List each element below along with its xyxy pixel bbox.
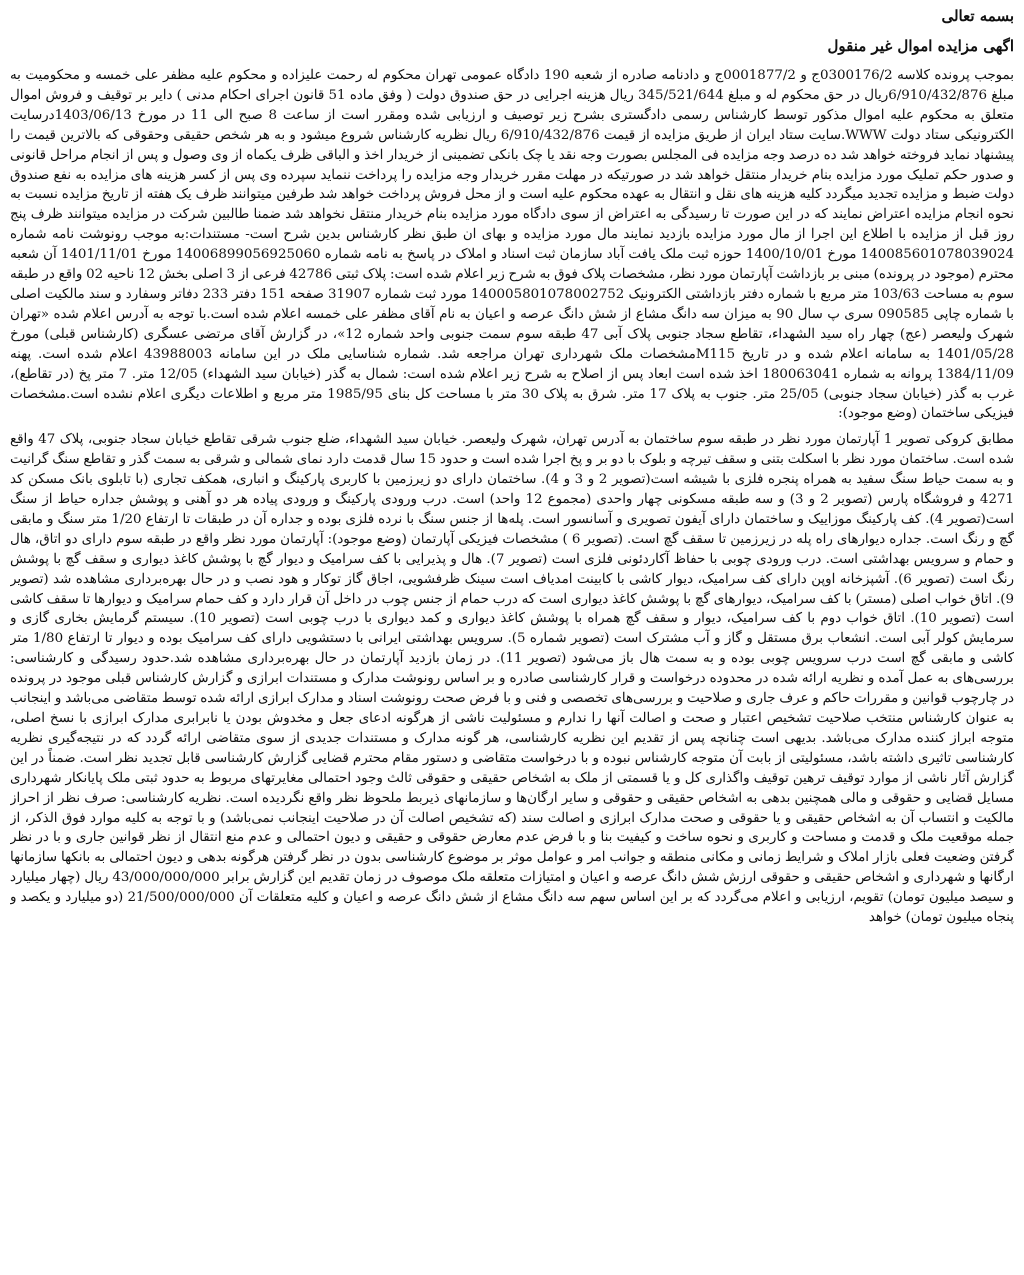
notice-title: اگهی مزایده اموال غیر منقول bbox=[827, 37, 1014, 55]
notice-paragraph-2: مطابق کروکی تصویر 1 آپارتمان مورد نظر در طبقه سوم ساختمان به آدرس تهران، شهرک ولیعصر. خیابان سید الشهداء، ضلع جنوب شرقی تقاطع خیابان سجاد جنوبی، پلاک 47 واقع شده است. ساختمان مورد نظر با اسکلت بتنی و سقف تیرچه و بلوک با دو بر و پخ اجرا شده است و حدود 15 سال قدمت دارد نمای شمالی و شرقی به سمت گذر و تقاطع سنگ گرانیت و به سمت حیاط سنگ سفید به همراه پنجره فلزی با شیشه است(تصویر 2 و 3 و 4). ساختمان دارای دو زیرزمین با کاربری پارکینگ و انباری، همکف تجاری (با تابلوی بانک مسکن کد 4271 و فروشگاه پارس (تصویر 2 و 3) و سه طبقه مسکونی چهار واحدی (مجموع 12 واحد) است. درب ورودی پارکینگ و ورودی پیاده هر دو آهنی و پوشش جداره حیاط از سنگ است(تصویر 4). کف پارکینگ موزاییک و ساختمان دارای آیفون تصویری و آسانسور است. پله‌ها از جنس سنگ با نرده فلزی بوده و جداره آن در طبقات تا ارتفاع 1/20 متر سنگ و مابقی گچ و رنگ است. جداره دیوارهای راه پله در زیرزمین تا سقف گچ است. (تصویر 6 ) مشخصات فیزیکی آپارتمان (وضع موجود): آپارتمان مورد نظر واقع در طبقه سوم دارای دو اتاق، هال و حمام و سرویس بهداشتی است. درب ورودی چوبی با حفاظ آکاردئونی فلزی است (تصویر 7). هال و پذیرایی با کف سرامیک و دیوار گچ با پوشش کاغذ دیواری و سقف گچ با پوشش رنگ است (تصویر 6). آشپزخانه اوپن دارای کف سرامیک، دیوار کاشی با کابینت امدیاف است سینک ظرفشویی، اجاق گاز توکار و هود نصب و در حال بهره‌برداری مشاهده شد (تصویر 9). اتاق خواب اصلی (مستر) با کف سرامیک، دیوارهای گچ با پوشش کاغذ دیواری است که درب حمام از جنس چوب در داخل آن قرار دارد و کف حمام سرامیک و دیوارها تا سقف کاشی است (تصویر 10). اتاق خواب دوم با کف سرامیک، دیوار و سقف گچ همراه با پوشش کاغذ دیواری و کمد دیواری با درب چوبی است (تصویر 10). سیستم گرمایش بخاری گازی و سرمایش کولر آبی است. انشعاب برق مستقل و گاز و آب مشترک است (تصویر شماره 5). سرویس بهداشتی ایرانی با دستشویی دارای کف سرامیک بوده و دیوار تا ارتفاع 1/80 متر کاشی و مابقی گچ است درب سرویس چوبی بوده و به سمت هال باز می‌شود (تصویر 11). در زمان بازدید آپارتمان در حال بهره‌برداری مشاهده شد.حدود رسیدگی و کارشناسی: بررسی‌های به عمل آمده و نظریه ارائه شده در محدوده درخواست و قرار کارشناسی صادره و بر اساس رونوشت مدارک و مستندات ابرازی و گزارش کارشناس قبلی موجود در پرونده در چارچوب قوانین و مقررات حاکم و عرف جاری و صلاحیت و بررسی‌های تخصصی و فنی و با فرض صحت رونوشت اسناد و مدارک ابرازی ارائه شده توسط متقاضی می‌باشد و اینجانب به عنوان کارشناس منتخب صلاحیت تشخیص اعتبار و صحت و اصالت آنها را ندارم و مسئولیت ناشی از هرگونه ادعای جعل و مخدوش بودن یا نابرابری مدارک ابرازی با نسخ اصلی، متوجه ابراز کننده مدارک می‌باشد. بدیهی است چنانچه پس از تقدیم این نظریه کارشناسی، هر گونه مدارک و مستندات جدیدی از سوی متقاضی ارائه گردد که در نتیجه‌گیری نظریه کارشناسی تاثیری داشته باشد، مسئولیتی از بابت آن متوجه کارشناس نبوده و با درخواست متقاضی و دستور مقام محترم قضایی گزارش کارشناسی قابل تجدید نظر است. ضمناً در این گزارش آثار ناشی از موارد توقیف ترهین توقیف واگذاری کل و یا قسمتی از ملک به اشخاص حقیقی و حقوقی ثالث وجود احتمالی مغایرتهای مربوط به حدود ثبتی ملک پایانکار شهرداری مسایل قضایی و حقوقی و مالی همچنین بدهی به اشخاص حقیقی و حقوقی و سایر ارگان‌ها و سازمانهای ذیربط ملحوظ نظر واقع نگردیده است. نظریه کارشناسی: صرف نظر از احراز مالکیت و انتساب آن به اشخاص حقیقی و یا حقوقی و صحت مدارک ابرازی و اصالت سند (که تشخیص اصالت آن در صلاحیت اینجانب نمی‌باشد) و با توجه به کلیه موارد فوق الذکر، از جمله موقعیت ملک و قدمت و مساحت و کاربری و نحوه ساخت و کیفیت بنا و با فرض عدم معارض حقوقی و حقیقی و دیون احتمالی و عدم منع انتقال از نظر قوانین جاری و با در نظر گرفتن وضعیت فعلی بازار املاک و شرایط زمانی و مکانی منطقه و جوانب امر و عوامل موثر بر موضوع کارشناسی بدون در نظر گرفتن هرگونه بدهی و دیون احتمالی به بانکها سازمانها ارگانها و شهرداری و اشخاص حقیقی و حقوقی ارزش شش دانگ عرصه و اعیان و امتیازات متعلقه ملک موصوف در زمان تقدیم این گزارش برابر 43/000/000/000 ریال (چهار میلیارد و سیصد میلیون تومان) تقویم، ارزیابی و اعلام می‌گردد که بر این اساس سهم سه دانگ مشاع از شش دانگ عرصه و اعیان و کلیه متعلقات آن 21/500/000/000 (دو میلیارد و یکصد و پنجاه میلیون تومان) خواهد bbox=[10, 432, 1014, 926]
notice-paragraph-1: بموجب پرونده کلاسه 0300176/2ج و 0001877/2ج و دادنامه صادره از شعبه 190 دادگاه عمومی تهران محکوم له رحمت علیزاده و محکوم علیه مظفر علی خمسه و محکومیت به مبلغ 6/910/432/876ریال در حق محکوم له و مبلغ 345/521/644 ریال هزینه اجرایی در حق صندوق دولت ( وفق ماده 51 قانون اجرای احکام مدنی ) دایر بر توقیف و فروش اموال متعلق به محکوم علیه اموال مذکور توسط کارشناس رسمی دادگستری بشرح زیر توصیف و ارزیابی شده ومقرر است از ساعت 8 صبح الی 11 در مورخ 1403/06/13درسایت الکترونیکی ستاد دولت WWW.سایت ستاد ایران از طریق مزایده از قیمت 6/910/432/876 ریال نظریه کارشناس شروع میشود و به هر شخص حقیقی وحقوقی که بالاترین قیمت را پیشنهاد نماید فروخته خواهد شد ده درصد وجه مزایده فی المجلس بصورت وجه نقد یا چک بانکی تضمینی از خریدار اخذ و الباقی ظرف یکماه از وی وصول و پس از انجام مراحل قانونی و صدور حکم تملیک مورد مزایده بنام خریدار منتقل خواهد شد در صورتیکه در مهلت مقرر خریدار وجه مزایده را پرداخت ننماید سپرده وی پس از کسر هزینه های مزایده به نفع صندوق دولت ضبط و مزایده تجدید میگردد کلیه هزینه های نقل و انتقال به عهده محکوم علیه است و از محل فروش پرداخت خواهد شد طرفین میتوانند ظرف یک هفته از تاریخ مزایده نسبت به نحوه انجام مزایده اعتراض نمایند که در این صورت تا رسیدگی به اعتراض از سوی دادگاه مورد مزایده بنام خریدار منتقل نخواهد شد ضمنا طالبین شرکت در مزایده میتوانند ظرف پنج روز قبل از مزایده با اطلاع این اجرا از مال مورد مزایده بازدید نمایند مال مورد مزایده و بهای ان طبق نظر کارشناس بدین شرح است- مستندات:به موجب رونوشت نامه شماره 140085601078039024 مورخ 1400/10/01 حوزه ثبت ملک یافت آباد سازمان ثبت اسناد و املاک در پاسخ به نامه شماره 14006899056925060 مورخ 1401/11/01 آن شعبه محترم (موجود در پرونده) مبنی بر بازداشت آپارتمان مورد نظر، مشخصات پلاک فوق به شرح زیر اعلام شده است: پلاک ثبتی 42786 فرعی از 3 اصلی بخش 12 ناحیه 02 واقع در طبقه سوم به مساحت 103/63 متر مربع با شماره دفتر بازداشتی الکترونیک 140005801078002752 مورد ثبت شماره 31907 صفحه 151 دفتر 233 دفاتر وسفارد و سند مالکیت اصلی با شماره چاپی 090585 سری پ سال 90 به میزان سه دانگ مشاع از شش دانگ عرصه و اعیان به نام آقای مظفر علی خمسه اعلام شده است.با توجه به آدرس اعلام شده «تهران شهرک ولیعصر (عج) چهار راه سید الشهداء، تقاطع سجاد جنوبی پلاک آبی 47 طبقه سوم سمت جنوبی واحد شماره 12»، در گزارش آقای مرتضی عسگری (کارشناس قبلی) مورخ 1401/05/28 به سامانه اعلام شده و در تاریخ M115مشخصات ملک شهرداری تهران مراجعه شد. شماره شناسایی ملک در این سامانه 43988003 اعلام شده است. پهنه 1384/11/09 پروانه به شماره 180063041 اخذ شده است ابعاد پس از اصلاح به شرح زیر اعلام شده است: شمال به گذر (خیابان سید الشهداء) 12/05 متر. 7 متر پخ (در تقاطع)، غرب به گذر (خیابان سجاد جنوبی) 25/05 متر. جنوب به پلاک 17 متر. شرق به پلاک 30 متر با مساحت کل بنای 1985/95 متر مربع و اطلاعات دیگری اعلام نشده است.مشخصات فیزیکی ساختمان (وضع موجود): bbox=[10, 68, 1014, 422]
notice-page bbox=[10, 6, 1014, 1271]
bismillah-heading: بسمه تعالی bbox=[941, 7, 1014, 25]
